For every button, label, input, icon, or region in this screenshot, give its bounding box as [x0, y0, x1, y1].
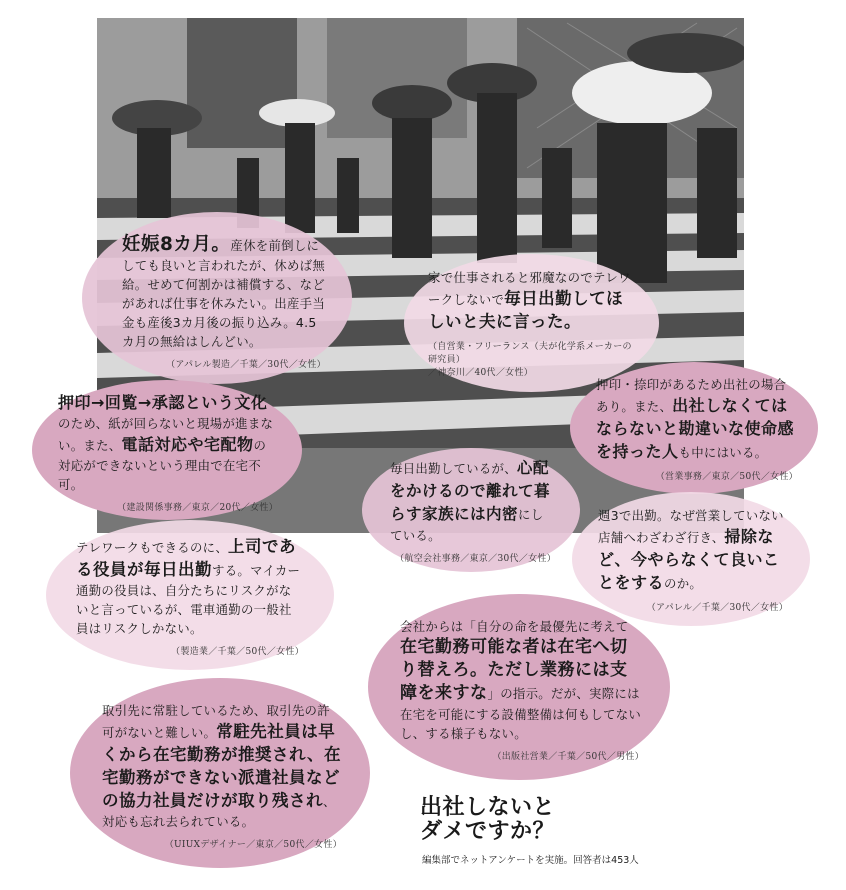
bubble-source: （航空会社事務／東京／30代／女性）: [395, 553, 556, 564]
bubble-text: 毎日出勤しているが、: [390, 460, 517, 476]
bubble-text: のか。: [664, 575, 703, 591]
bubble-bold: 掃除など、今やらなくて良いことをする: [598, 526, 780, 592]
bubble-text: テレワークもできるのに、: [76, 540, 229, 555]
bubble-text: 週3で出勤。なぜ営業していない店舗へわざわざ行き、: [598, 507, 784, 545]
bubble-text: 」の指示。だが、実際には在宅を可能にする設備整備は何もしてないし、する様子もない。: [400, 685, 642, 741]
bubble-bold: 常駐先社員は早くから在宅勤務が推奨され、在宅勤務ができない派遣社員などの協力社員だけが取り残され: [102, 721, 341, 810]
bubble-text: 家で仕事されると邪魔なのでテレワークしないで: [428, 270, 631, 307]
page-title: [420, 796, 555, 844]
bubble-source: （自営業・フリーランス（夫が化学系メーカーの研究員） ／神奈川／40代／女性）: [428, 342, 632, 378]
title-line-1: 出社しないと: [420, 795, 556, 820]
bubble-text: のため、紙が回らないと現場が進まない。また、: [58, 416, 274, 453]
bubble-text: 取引先に常駐しているため、取引先の許可がないと難しい。: [102, 702, 330, 740]
bubble-bold: 押印→回覧→承認という文化: [58, 393, 268, 412]
survey-note: 編集部でネットアンケートを実施。回答者は453人: [422, 855, 639, 866]
bubble-source: （営業事務／東京／50代／女性）: [655, 471, 798, 482]
comment-bubble-mission: [570, 362, 818, 494]
bubble-text: 会社からは「自分の命を最優先に考えて: [400, 618, 629, 634]
bubble-text: の対応ができないという理由で在宅不可。: [58, 438, 267, 492]
bubble-source: （製造業／千葉／50代／女性）: [171, 647, 304, 657]
bubble-source: （建設関係事務／東京／20代／女性）: [117, 503, 278, 513]
bubble-text: にしている。: [390, 506, 544, 543]
bubble-text: 押印・捺印があるため出社の場合あり。また、: [596, 376, 787, 414]
bubble-source: （アパレル製造／千葉／30代／女性）: [166, 359, 326, 370]
bubble-bold: 電話対応や宅配物: [121, 435, 254, 454]
bubble-source: （UIUXデザイナー／東京／50代／女性）: [164, 839, 342, 850]
bubble-text: する。マイカー通勤の役員は、自分たちにリスクがないと言っているが、電車通勤の一般社員はリスクしかない。: [76, 563, 301, 636]
bubble-text: 産休を前倒しにしても良いと言われたが、休めば無給。せめて何割かは補償する、などがあれば仕事を休みたい。出産手当金も産後3カ月後の振り込み。4.5カ月の無給はしんどい。: [122, 237, 326, 349]
bubble-bold: 毎日出勤してほしいと夫に言った。: [428, 289, 624, 331]
bubble-bold: 上司である役員が毎日出勤: [76, 537, 297, 579]
bubble-source: （アパレル／千葉／30代／女性）: [646, 602, 788, 613]
bubble-text: も中にはいる。: [678, 444, 768, 460]
bubble-bold: 心配をかけるので離れて暮らす家族には内密: [390, 458, 551, 523]
comment-bubble-company-order: [368, 594, 670, 780]
comment-bubble-husband: [404, 254, 659, 392]
title-line-2: ダメですか？: [420, 819, 556, 844]
comment-bubble-executive: [46, 520, 334, 670]
bubble-lead: 妊娠8カ月。: [122, 233, 231, 255]
comment-bubble-contract: [70, 678, 370, 868]
bubble-source: （出版社営業／千葉／50代／男性）: [492, 751, 644, 762]
bubble-text: 、対応も忘れ去られている。: [102, 793, 336, 829]
bubble-bold: 在宅勤務可能な者は在宅へ切り替えろ。ただし業務には支障を来すな: [400, 636, 628, 703]
comment-bubble-cleaning: [572, 492, 810, 626]
bubble-bold: 出社しなくてはならないと勘違いな使命感を持った人: [596, 395, 795, 461]
comment-bubble-pregnant: [82, 212, 352, 384]
comment-bubble-family: [362, 448, 580, 572]
comment-bubble-stamp: [32, 380, 302, 520]
